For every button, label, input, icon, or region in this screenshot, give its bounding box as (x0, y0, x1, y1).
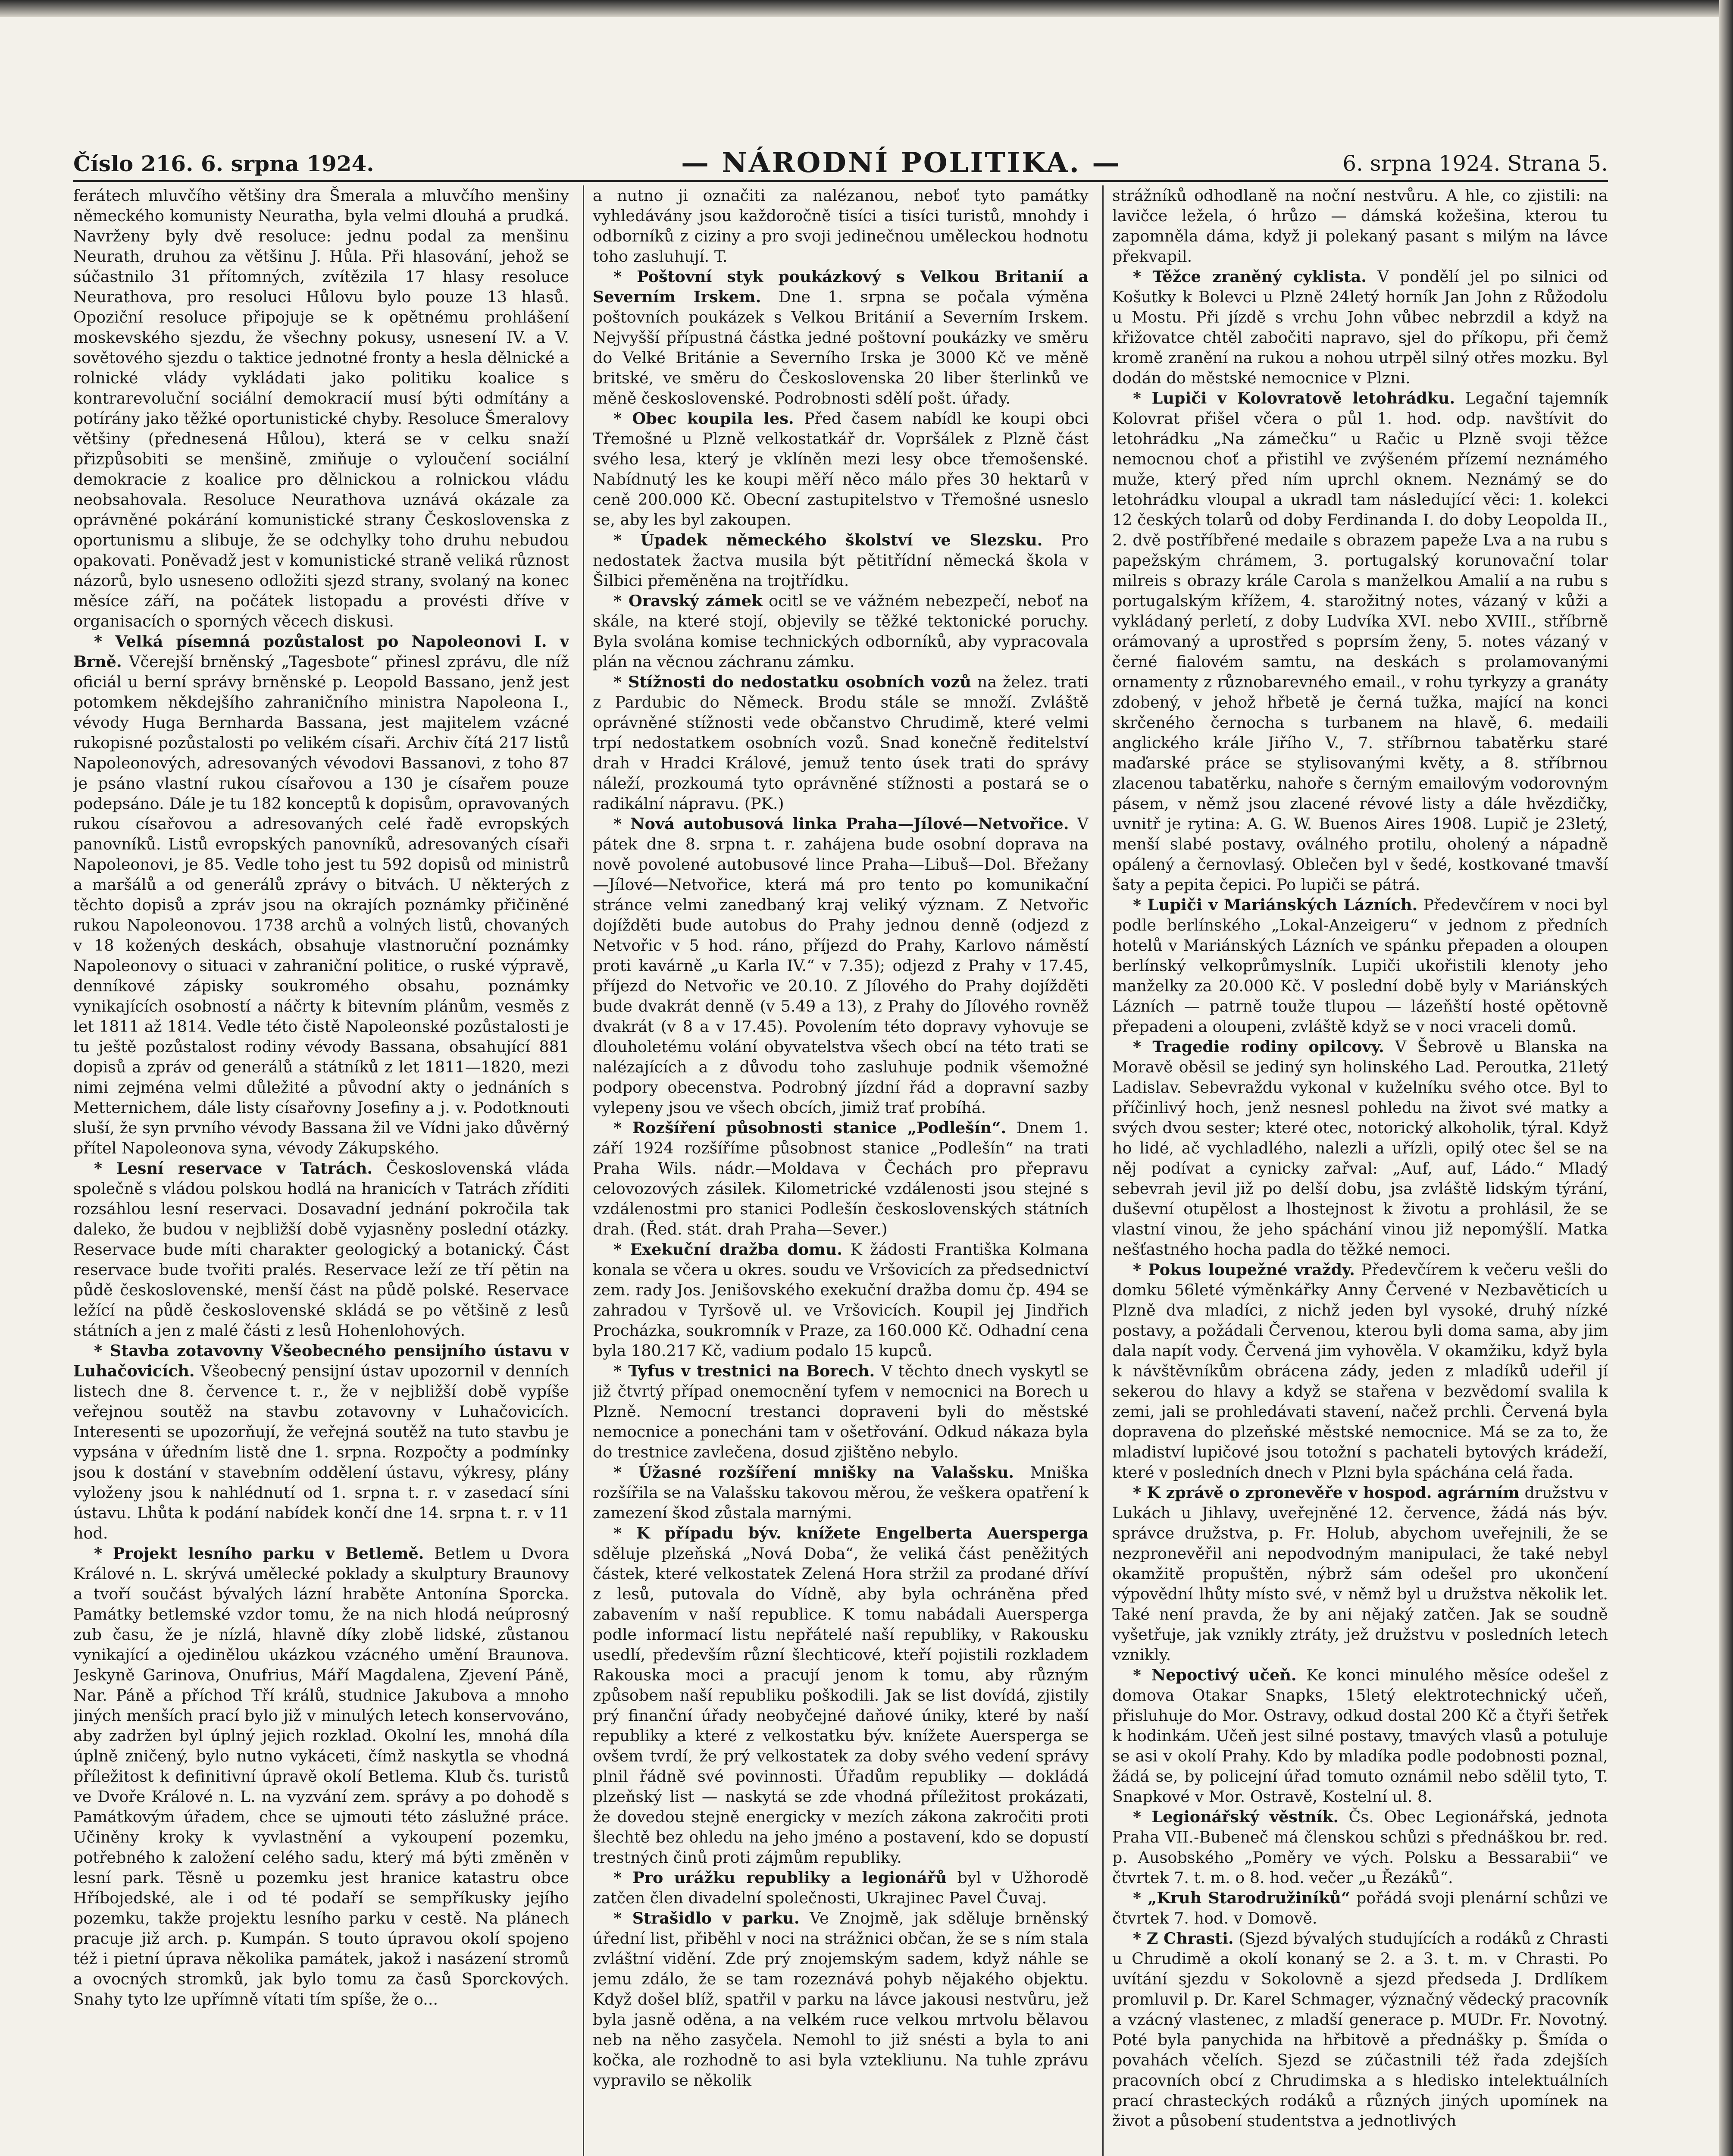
article-headline: * Rozšíření působnosti stanice „Podlešín“. (613, 1119, 1007, 1137)
issue-number-date: Číslo 216. 6. srpna 1924. (73, 151, 374, 176)
article-headline: * K případu býv. knížete Engelberta Auersperga (613, 1524, 1089, 1542)
news-article (593, 1868, 1089, 1908)
article-headline: * Těžce zraněný cyklista. (1133, 267, 1367, 286)
column-3 (1112, 185, 1608, 2156)
article-headline: * K zprávě o zpronevěře v hospod. agrárním (1133, 1483, 1520, 1502)
page-header (73, 147, 1608, 181)
news-article (1112, 388, 1608, 895)
article-body: (Sjezd bývalých studujících a rodáků z Chrasti u Chrudimě a okolí konaný se 2. a 3. t. m. v Chrasti. Po uvítání sjezdu v Sokolovně a sjezd předseda J. Drdlíkem promluvil p. Dr. Karel Schmager, význačný vědecký pracovník a vzácný vlastenec, z mladší generace p. MUDr. Fr. Novotný. Poté byla panychida na hřbitově a přednášky p. Šmída o povahách včelích. Sjezd se zúčastnili též řada zdejších pracovních obcí z Chrudimska a s hledisko intelektuálních prací chrasteckých rodáků a různých jiných upomínek na život a působení studentstva a jednotlivých (1112, 1929, 1608, 2130)
article-body: Ve Znojmě, jak sděluje brněnský úřední list, přiběhl v noci na strážnici občan, že se s ním stala zvláštní vidění. Zde prý znojemským sadem, když náhle se jemu zdálo, že se tam rozeznává pohyb nějakého objektu. Když došel blíž, spatřil v parku na lávce jakousi nestvůru, jež byla jasně oděna, a na velkém ruce velkou mrtvolu bělavou neb na něho zasyčela. Nemohl to již snésti a byla to ani kočka, ale rozhodně to asi byla vztekliunu. Na tuhle zprávu vypravilo se několik (593, 1909, 1089, 2090)
article-headline: * Nová autobusová linka Praha—Jílové—Netvořice. (613, 815, 1069, 833)
article-headline: * Z Chrasti. (1133, 1929, 1234, 1948)
article-headline: * „Kruh Starodružiníků“ (1133, 1889, 1350, 1907)
article-headline: * Stavba zotavovny Všeobecného pensijního ústavu v Luhačovicích. (73, 1341, 569, 1380)
scan-edge-top (0, 0, 1733, 17)
article-headline: * Lesní reservace v Tatrách. (94, 1159, 373, 1178)
article-body: K žádosti Františka Kolmana konala se včera u okres. soudu ve Vršovicích za předsednictví zem. rady Jos. Jenišovského exekuční dražba domu čp. 494 se zahradou v Tyršově ul. ve Vršovicích. Koupil jej Jindřich Procházka, soukromník v Praze, za 160.000 Kč. Odhadní cena byla 180.217 Kč, vadium podalo 15 kupců. (593, 1240, 1089, 1360)
article-body: na želez. trati z Pardubic do Německ. Brodu stále se množí. Zvláště oprávněné stížnosti vede občanstvo Chrudimě, které velmi trpí nedostatkem osobních vozů. Snad konečně ředitelství drah v Hradci Králové, jemuž tento úsek trati do správy náleží, prozkoumá tyto oprávněné stížnosti a postará se o radikální nápravu. (PK.) (593, 673, 1089, 813)
news-article (593, 530, 1089, 591)
column-divider (1102, 185, 1104, 2156)
news-article (1112, 895, 1608, 1037)
news-article (593, 1462, 1089, 1523)
header-rule (73, 180, 1608, 182)
article-headline: * Lupiči v Kolovratově letohrádku. (1133, 389, 1455, 407)
article-body: Ke konci minulého měsíce odešel z domova Otakar Snapks, 15letý elektrotechnický učeň, přisluhuje do Mor. Ostravy, odkud dostal 200 Kč a čtyři šetřek k hodinkám. Učeň jest silné postavy, tmavých vlasů a potuluje se asi v okolí Prahy. Kdo by mladíka podle podobnosti poznal, žádá se, by policejní úřad tomuto oznámil nebo sdělil tyto, T. Snapkové v Mor. Ostravě, Kostelní ul. 8. (1112, 1666, 1608, 1806)
article-body: Pro nedostatek žactva musila být pětitřídní německá škola v Šilbici přeměněna na trojtřídku. (593, 531, 1089, 590)
article-body: ferátech mluvčího většiny dra Šmerala a mluvčího menšiny německého komunisty Neuratha, byla velmi dlouhá a prudká. Navrženy byly dvě resoluce: jednu podal za menšinu Neurath, druhou za většinu J. Hůla. Při hlasování, jehož se súčastnilo 31 přítomných, zvítězila 17 hlasy resoluce Neurathova, pro resoluci Hůlovu bylo pouze 13 hlasů. Opoziční resoluce připojuje se k opětnému prohlášení moskevského sjezdu, že všechny pokusy, usnesení IV. a V. sovětového sjezdu o taktice jednotné fronty a hesla dělnické a rolnické vlády vykládati jako politiku koalice s kontrarevoluční sociální demokracií musí býti odmítány a potírány jako těžké oportunistické chyby. Resoluce Šmeralovy většiny (přednesená Hůlou), která se v celku snaží přizpůsobiti se menšině, zmiňuje o vyloučení sociální demokracie z koalice pro dělnickou a rolnickou vládu neobsahovala. Resoluce Neurathova uznává okázale za oprávněné pokárání komunistické strany Československa z oportunismu a slibuje, že se odchylky toho druhu nebudou opakovati. Poněvadž jest v komunistické straně veliká různost názorů, bylo usneseno odložiti sjezd strany, svolaný na konec měsíce září, na počátek listopadu a provésti dříve v organisacích o sporných věcech diskusi. (73, 186, 569, 630)
article-headline: * Pro urážku republiky a legionářů (613, 1868, 947, 1887)
news-article (593, 1523, 1089, 1868)
news-article (73, 631, 569, 1158)
article-headline: * Tragedie rodiny opilcovy. (1133, 1037, 1384, 1056)
article-headline: * Úžasné rozšíření mnišky na Valašsku. (613, 1463, 1014, 1482)
news-article (1112, 1928, 1608, 2131)
news-article (73, 1341, 569, 1543)
article-body: V Šebrově u Blanska na Moravě oběsil se jediný syn holinského Lad. Peroutka, 21letý Ladislav. Sebevraždu vykonal v kuželníku svého otce. Byl to příčinlivý hoch, jenž nesnesl pohledu na život své matky a svých dvou sester; které otec, notorický alkoholik, týral. Když ho lidé, ač vychladlého, nalezli a uřízli, opilý otec šel se na něj podívat a cynicky zařval: „Auf, auf, Ládo.“ Mladý sebevrah jevil již po delší dobu, jsa zvláště lidským týrání, duševní otupělost a lhostejnost k životu a prohlásil, že se vlastní vinou, že jeho spáchání vinou již nepomýšlí. Matka nešťastného hocha padla do těžké nemoci. (1112, 1037, 1608, 1259)
newspaper-title: — NÁRODNÍ POLITIKA. — (681, 147, 1122, 179)
article-headline: * Oravský zámek (613, 592, 763, 610)
news-article (593, 591, 1089, 672)
article-body: V pondělí jel po silnici od Košutky k Bolevci u Plzně 24letý horník Jan John z Růžodolu u Mostu. Při jízdě s vrchu John vůbec nebrzdil a když na křižovatce chtěl zabočiti napravo, sjel do příkopu, při čemž kromě zranění na rukou a nohou utrpěl silný otřes mozku. Byl dodán do městské nemocnice v Plzni. (1112, 267, 1608, 387)
article-body: družstvu v Lukách u Jihlavy, uveřejněné 12. července, žádá nás býv. správce družstva, p. Fr. Holub, abychom uveřejnili, že se nezpronevěřil ani nepodvodným manipulaci, že také nebyl okamžitě propuštěn, nýbrž sám odešel pro ukončení výpovědní lhůty místo své, v němž byl u družstva několik let. Také není pravda, že by ani nějaký zatčen. Jak se soudně vyšetřuje, jak vznikly ztráty, jež družstvu v posledních letech vznikly. (1112, 1483, 1608, 1664)
article-headline: * Obec koupila les. (613, 409, 794, 428)
article-body: Betlem u Dvora Králové n. L. skrývá umělecké poklady a skulptury Braunovy a tvoří součást bývalých lázní hraběte Antonína Sporcka. Památky betlemské vzdor tomu, že na nich hlodá neúprosný zub času, že je nízlá, hlavně díky zlobě lidské, zůstanou vynikající a ojedinělou ukázkou vzácného umění Braunova. Jeskyně Garinova, Onufrius, Máří Magdalena, Zjevení Páně, Nar. Páně a příchod Tří králů, studnice Jakubova a mnoho jiných menších prací bylo již v minulých letech konservováno, aby zadržen byl úplný jejich rozklad. Okolní les, mnohá díla úplně zničený, bylo nutno vykáceti, čímž naskytla se vhodná příležitost k definitivní úpravě okolí Betlema. Klub čs. turistů ve Dvoře Králové n. L. na vyzvání zem. správy a po dohodě s Památkovým úřadem, chce se ujmouti této záslužné práce. Učiněny kroky k vyvlastnění a vykoupení pozemku, potřebného k založení celého sadu, který má býti změněn v lesní park. Těsně u pozemku jest hranice katastru obce Hříbojedské, ale i od té podaří se sempříkusky jejího pozemku, takže projektu lesního parku v cestě. Na plánech pracuje již arch. p. Kumpán. S touto úpravou okolí spojeno též i pietní úprava několika památek, jakož i nasázení stromů a ovocných stromků, jak bylo tomu za časů Sporckových. Snahy tyto lze upřímně vítati tím spíše, že o... (73, 1544, 569, 2009)
article-body: Předevčírem k večeru vešli do domku 56leté výměnkářky Anny Červené v Nezbavěticích u Plzně dva mladíci, z nichž jeden byl vysoké, druhý nízké postavy, a požádali Červenou, kterou byli doma sama, aby jim dala napít vody. Červená jim vyhověla. V okamžiku, když byla k návštěvníkům obrácena zády, jeden z mladíků udeřil jí sekerou do hlavy a když se stařena v bezvědomí svalila k zemi, jali se prohledávati stavení, načež prchli. Červená byla dopravena do plzeňské městské nemocnice. Má se za to, že mladiství lupičové jsou totožní s pachateli bytových krádeží, které v posledních dnech v Plzni byla spáchána celá řada. (1112, 1260, 1608, 1482)
article-headline: * Tyfus v trestnici na Borech. (613, 1362, 875, 1380)
article-headline: * Legionářský věstník. (1133, 1808, 1339, 1826)
article-headline: * Strašidlo v parku. (613, 1909, 800, 1927)
article-headline: * Velká písemná pozůstalost po Napoleonovi I. v Brně. (73, 632, 569, 671)
article-body: a nutno ji označiti za nalézanou, neboť tyto památky vyhledávány jsou každoročně tisíci a tisíci turistů, mnohdy i odborníků z ciziny a pro svoji jedinečnou uměleckou hodnotu toho zasluhují. T. (593, 186, 1089, 266)
article-body: byl v Užhorodě zatčen člen divadelní společnosti, Ukrajinec Pavel Čuvaj. (593, 1868, 1089, 1907)
news-article (593, 266, 1089, 408)
article-body: Mniška rozšířila se na Valašsku takovou měrou, že veškera opatření k zamezení škod zůstala marnými. (593, 1463, 1089, 1522)
article-headline: * Lupiči v Mariánských Lázních. (1133, 896, 1418, 914)
article-body: ocitl se ve vážném nebezpečí, neboť na skále, na které stojí, objevily se těžké tektonické poruchy. Byla svolána komise technických odborníků, aby vypracovala plán na věcnou záchranu zámku. (593, 592, 1089, 671)
article-body: pořádá svoji plenární schůzi ve čtvrtek 7. hod. v Domově. (1112, 1889, 1608, 1927)
news-article (593, 1361, 1089, 1462)
article-body: Československá vláda společně s vládou polskou hodlá na hranicích v Tatrách zříditi rozsáhlou lesní reservaci. Dosavadní jednání pokročila tak daleko, že budou v nejbližší době vyjasněny poslední otázky. Reservace bude míti charakter geologický a botanický. Část reservace bude tvořiti pralés. Reservace leží ze tří pětin na půdě československé, menší část na půdě polské. Reservace ležící na půdě československé skládá se po většině z lesů státních a jen z malé části z lesů Hohenlohových. (73, 1159, 569, 1340)
news-article (593, 1239, 1089, 1361)
news-article (73, 185, 569, 631)
article-headline: * Projekt lesního parku v Betlemě. (94, 1544, 424, 1563)
news-article (73, 1543, 569, 2009)
news-article (1112, 1665, 1608, 1807)
news-article (593, 672, 1089, 814)
news-article (1112, 185, 1608, 266)
column-2 (593, 185, 1089, 2156)
article-body: Čs. Obec Legionářská, jednota Praha VII.-Bubeneč má členskou schůzi s přednáškou br. red. p. Ausobského „Poměry ve vých. Polsku a Bessarabii“ ve čtvrtek 7. t. m. o 8. hod. večer „u Řezáků“. (1112, 1808, 1608, 1887)
article-headline: * Stížnosti do nedostatku osobních vozů (613, 673, 971, 691)
news-article (593, 814, 1089, 1118)
article-headline: * Úpadek německého školství ve Slezsku. (613, 531, 1043, 549)
article-body: V pátek dne 8. srpna t. r. zahájena bude osobní doprava na nově povolené autobusové lince Praha—Libuš—Dol. Břežany—Jílové—Netvořice, která má pro tento po komunikační stránce velmi zanedbaný kraj veliký význam. Z Netvořic dojížděti bude autobus do Prahy jednou denně (odjezd z Netvořic v 5 hod. ráno, příjezd do Prahy, Karlovo náměstí proti kavárně „u Karla IV.“ v 7.35); odjezd z Prahy v 17.45, příjezd do Netvořic ve 20.10. Z Jílového do Prahy dojížděti bude dvakrát denně (v 5.49 a 13), z Prahy do Jílového rovněž dvakrát (v 8 a v 17.45). Povolením této dopravy vyhovuje se dlouholetému volání obyvatelstva všech obcí na této trati se nalézajících a z důvodu toho zasluhuje podnik všemožné podpory obecenstva. Podrobný jízdní řád a dopravní sazby vylepeny jsou ve všech obcích, jimiž trať probíhá. (593, 815, 1089, 1117)
news-article (593, 408, 1089, 530)
article-headline: * Exekuční dražba domu. (613, 1240, 842, 1259)
news-article (1112, 1482, 1608, 1665)
article-headline: * Pokus loupežné vraždy. (1133, 1260, 1355, 1279)
scan-edge-right (1719, 0, 1733, 2156)
news-article (1112, 1037, 1608, 1260)
news-article (1112, 1888, 1608, 1928)
news-article (593, 1908, 1089, 2090)
article-body: Dnem 1. září 1924 rozšíříme působnost stanice „Podlešín“ na trati Praha Wils. nádr.—Moldava v Čechách pro přepravu celovozových zásilek. Kilometrické vzdálenosti jsou stejné s vzdálenostmi pro stanici Podlešín československých státních drah. (Řed. stát. drah Praha—Sever.) (593, 1119, 1089, 1238)
news-article (593, 1118, 1089, 1239)
article-body: Dne 1. srpna se počala výměna poštovních poukázek s Velkou Británií a Severním Irskem. Nejvyšší přípustná částka jedné poštovní poukázky ve směru do Velké Británie a Severního Irska je 3000 Kč ve měně britské, ve směru do Československa 20 liber šterlinků ve měně československé. Podrobnosti sdělí pošt. úřady. (593, 288, 1089, 407)
article-body: V těchto dnech vyskytl se již čtvrtý případ onemocnění tyfem v nemocnici na Borech u Plzně. Nemocní trestanci dopraveni byli do městské nemocnice a ponecháni tam v ošetřování. Odkud nákaza byla do trestnice zavlečena, dosud zjištěno nebylo. (593, 1362, 1089, 1461)
article-body: strážníků odhodlaně na noční nestvůru. A hle, co zjistili: na lavičce ležela, ó hrůzo — dámská kožešina, kterou tu zapomněla dáma, když ji polekaný pasant s milým na lávce překvapil. (1112, 186, 1608, 266)
page-number-date: 6. srpna 1924. Strana 5. (1342, 151, 1608, 176)
article-body: Včerejší brněnský „Tagesbote“ přinesl zprávu, dle níž oficiál u berní správy brněnské p. Leopold Bassano, jenž jest potomkem někdejšího zahraničního ministra Napoleona I., vévody Huga Bernharda Bassana, jest majitelem vzácné rukopisné pozůstalosti po velikém císaři. Archiv čítá 217 listů Napoleonových, adresovaných vévodovi Bassanovi, z toho 87 je psáno vlastní rukou císařovou a 130 je císařem pouze podepsáno. Dále je tu 182 konceptů k dopisům, opravovaných rukou císařovou a adresovaných celé řadě evropských panovníků. Listů evropských panovníků, adresovaných císaři Napoleonovi, je 85. Vedle toho jest tu 592 dopisů od ministrů a maršálů a od generálů zprávy o bitvách. U některých z těchto dopisů a zpráv jsou na okrajích poznámky přičiněné rukou Napoleonovou. 1738 archů a volných listů, chovaných v 18 kožených deskách, obsahuje vlastnoruční poznámky Napoleonovy o situaci v zahraniční politice, o ruské výpravě, denníkové zápisky soukromého obsahu, poznámky vynikajících osobností a náčrty k bitevním plánům, vesměs z let 1811 až 1814. Vedle této čistě Napoleonské pozůstalosti je tu ještě pozůstalost rodiny vévody Bassana, obsahující 881 dopisů a zpráv od generálů a státníků z let 1811—1820, mezi nimi zejména velmi důležité a původní akty o jednáních s Metternichem, dále listy císařovny Josefiny a j. v. Podotknouti sluší, že syn prvního vévody Bassana žil ve Vídni jako důvěrný přítel Napoleonova syna, vévody Zákupského. (73, 652, 569, 1157)
article-body: Před časem nabídl ke koupi obci Třemošné u Plzně velkostatkář dr. Vopršálek z Plzně část svého lesa, který je vklíněn mezi lesy obce třemošenské. Nabídnutý les ke koupi měří něco málo přes 30 hektarů v ceně 200.000 Kč. Obecní zastupitelstvo v Třemošné usneslo se, aby les byl zakoupen. (593, 409, 1089, 529)
article-body: Předevčírem v noci byl podle berlínského „Lokal-Anzeigeru“ v jednom z předních hotelů v Mariánských Lázních ve spánku přepaden a oloupen berlínský velkoprůmyslník. Lupiči ukořistili klenoty jeho manželky za 20.000 Kč. V poslední době byly v Mariánských Lázních — patrně touže tlupou — lázeňští hosté opětovně přepadeni a oloupeni, zvláště když se v noci vraceli domů. (1112, 896, 1608, 1036)
news-article (1112, 1807, 1608, 1888)
article-body: Legační tajemník Kolovrat přišel včera o půl 1. hod. odp. navštívit do letohrádku „Na zámečku“ u Račic u Plzně svoji těžce nemocnou choť a přistihl ve zvýšeném přízemí neznámého muže, který před ním uprchl oknem. Neznámý se do letohrádku vloupal a ukradl tam následující věci: 1. kolekci 12 českých tolarů od doby Ferdinanda I. do doby Leopolda II., 2. dvě postříbřené medaile s obrazem papeže Lva a na rubu s papežským chrámem, 3. portugalský korunovační tolar milreis s obrazy krále Carola s manželkou Amalií a na rubu s portugalským křížem, 4. starožitný notes, vázaný v kůži a vykládaný perletí, z doby Ludvíka XVI. nebo XVIII., stříbrně orámovaný a uprostřed s poprsím ženy, 5. notes vázaný v černé fialovém samtu, na deskách s prolamovanými ornamenty z různobarevného email., v rohu tyrkyzy a granáty zdobený, v jehož hřbetě je černá tužka, mající na konci skrčeného černocha s turbanem na hlavě, 6. medaili anglického krále Jiřího V., 7. stříbrnou tabatěrku staré maďarské práce se stylisovanými květy, a 8. stříbrnou zlacenou tabatěrku, nahoře s černým emailovým vodorovným pásem, v němž jsou zlacené révové listy a dále hvězdičky, uvnitř je rytina: A. G. W. Buenos Aires 1908. Lupič je 23letý, menší slabé postavy, oválného protilu, oholený a nápadně opálený a černovlasý. Oblečen byl v šedé, kostkované tmavší šaty a pepita čepici. Po lupiči se pátrá. (1112, 389, 1608, 894)
article-body: sděluje plzeňská „Nová Doba“, že veliká část peněžitých částek, které velkostatek Zelená Hora stržil za prodané dříví z lesů, putovala do Vídně, aby byla ochráněna před zabavením v naší republice. K tomu nabádali Auersperga podle informací listu nepřátelé naší republiky, v Rakousku usedlí, především různí šlechticové, kteří pojistili rozkladem Rakouska moci a pracují jenom k tomu, aby různým způsobem naší republiku poškodili. Jak se list dovídá, zjistily prý finanční úřady neobyčejné daňové úniky, které by naší republiky a které z velkostatku býv. knížete Auersperga se ovšem tvrdí, že prý velkostatek za doby svého vedení správy plnil řádně své povinnosti. Úřadům republiky — dokládá plzeňský list — naskytá se zde vhodná příležitost prokázati, že dovedou stejně energicky v mezích zákona zakročiti proti šlechtě bez ohledu na jeho jméno a postavení, kdo se dopustí trestných činů proti zájmům republiky. (593, 1544, 1089, 1867)
article-headline: * Nepoctivý učeň. (1133, 1666, 1297, 1684)
article-body: Všeobecný pensijní ústav upozornil v denních listech dne 8. července t. r., že v nejbližší době vypíše veřejnou soutěž na stavbu zotavovny v Luhačovicích. Interesenti se upozorňují, že veřejná soutěž na tuto stavbu je vypsána v úředním listě dne 1. srpna. Rozpočty a podmínky jsou k dostání v stavebním oddělení ústavu, výkresy, plány vyloženy jsou k nahlédnutí od 1. srpna t. r. v zasedací síni ústavu. Lhůta k podání nabídek končí dne 14. srpna t. r. v 11 hod. (73, 1362, 569, 1542)
column-divider (583, 185, 584, 2156)
news-article (1112, 266, 1608, 388)
article-headline: * Poštovní styk poukázkový s Velkou Britanií a Severním Irskem. (593, 267, 1089, 306)
news-article (593, 185, 1089, 266)
news-article (1112, 1260, 1608, 1482)
news-article (73, 1158, 569, 1341)
column-1 (73, 185, 569, 2156)
